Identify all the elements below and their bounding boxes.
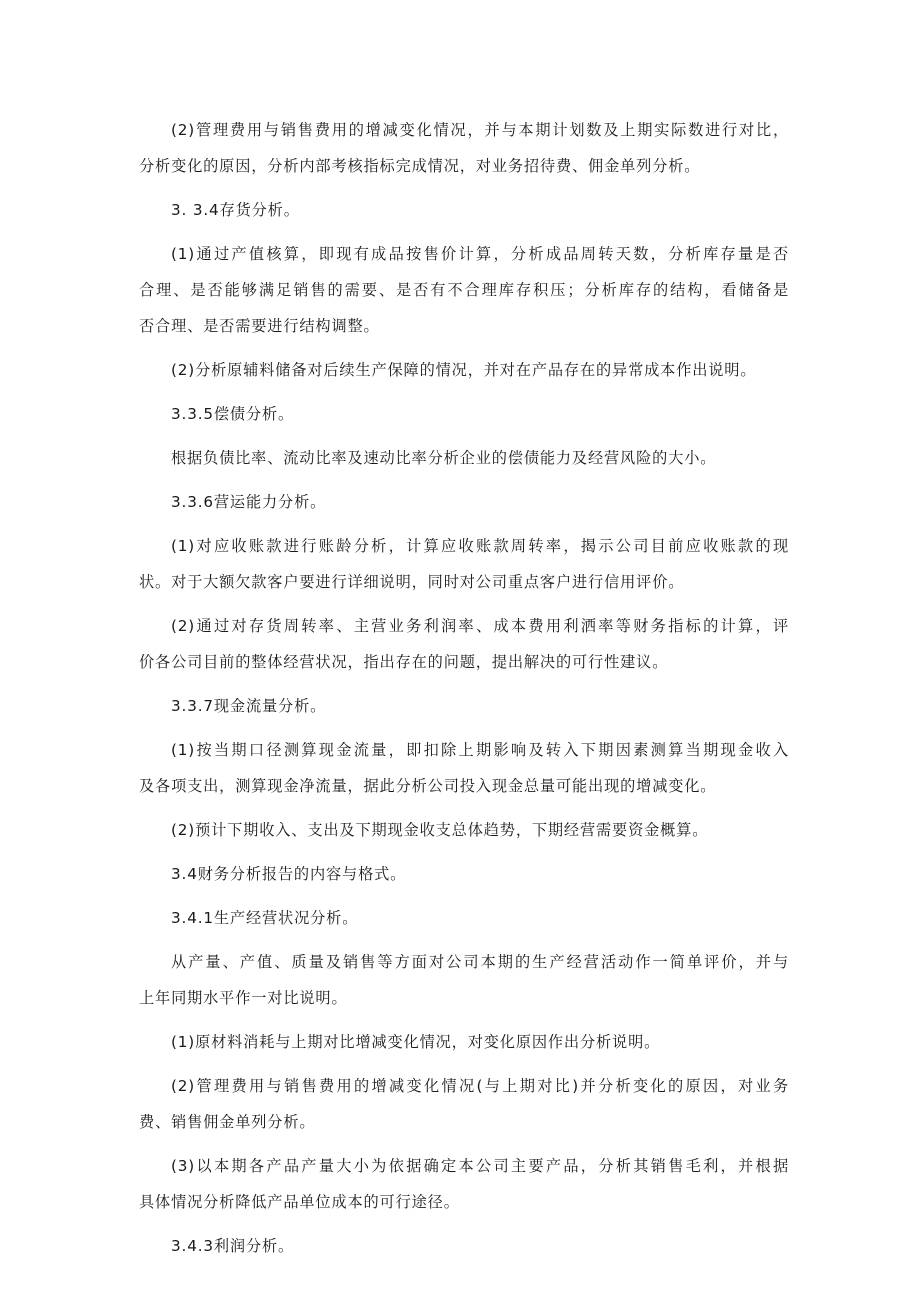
text-line: 状。对于大额欠款客户要进行详细说明，同时对公司重点客户进行信用评价。 [139, 573, 685, 591]
paragraph-expense-analysis [139, 1068, 789, 1140]
text-line: (1)通过产值核算，即现有成品按售价计算，分析成品周转天数，分析库存量是否 [171, 245, 789, 263]
heading-3-4 [139, 856, 789, 892]
text-line: (2)预计下期收入、支出及下期现金收支总体趋势，下期经营需要资金概算。 [171, 821, 709, 839]
heading-3-4-1 [139, 900, 789, 936]
text-line: (1)原材料消耗与上期对比增减变化情况，对变化原因作出分析说明。 [171, 1033, 661, 1051]
paragraph-materials [139, 1024, 789, 1060]
text-line: 从产量、产值、质量及销售等方面对公司本期的生产经营活动作一简单评价，并与 [171, 953, 789, 971]
text-line: 分析变化的原因，分析内部考核指标完成情况，对业务招待费、佣金单列分析。 [139, 157, 701, 175]
text-line: 上年同期水平作一对比说明。 [139, 989, 348, 1007]
paragraph-cashflow-1 [139, 732, 789, 804]
heading-3-3-4 [139, 192, 789, 228]
section-heading: 3.3.7现金流量分析。 [171, 697, 327, 715]
document-body [139, 112, 789, 1264]
paragraph-operations-2 [139, 608, 789, 680]
section-heading: 3.3.6营运能力分析。 [171, 493, 327, 511]
paragraph-cashflow-2 [139, 812, 789, 848]
text-line: 具体情况分析降低产品单位成本的可行途径。 [139, 1193, 460, 1211]
paragraph-inventory-1 [139, 236, 789, 344]
text-line: (3)以本期各产品产量大小为依据确定本公司主要产品，分析其销售毛利，并根据 [171, 1157, 789, 1175]
section-heading: 3.4.3利润分析。 [171, 1237, 295, 1255]
text-line: (2)管理费用与销售费用的增减变化情况，并与本期计划数及上期实际数进行对比， [171, 121, 789, 139]
paragraph-production [139, 944, 789, 1016]
section-heading: 3.4财务分析报告的内容与格式。 [171, 865, 407, 883]
text-line: (1)对应收账款进行账龄分析，计算应收账款周转率，揭示公司目前应收账款的现 [171, 537, 789, 555]
text-line: (1)按当期口径测算现金流量，即扣除上期影响及转入下期因素测算当期现金收入 [171, 741, 789, 759]
text-line: (2)分析原辅料储备对后续生产保障的情况，并对在产品存在的异常成本作出说明。 [171, 361, 757, 379]
paragraph-operations-1 [139, 528, 789, 600]
section-heading: 3.4.1生产经营状况分析。 [171, 909, 359, 927]
section-heading: 3. 3.4存货分析。 [171, 201, 300, 219]
section-heading: 3.3.5偿债分析。 [171, 405, 295, 423]
text-line: (2)通过对存货周转率、主营业务利润率、成本费用利洒率等财务指标的计算，评 [171, 617, 789, 635]
heading-3-3-6 [139, 484, 789, 520]
paragraph-products [139, 1148, 789, 1220]
heading-3-4-3 [139, 1228, 789, 1264]
text-line: 费、销售佣金单列分析。 [139, 1113, 316, 1131]
paragraph-solvency [139, 440, 789, 476]
text-line: 价各公司目前的整体经营状况，指出存在的问题，提出解决的可行性建议。 [139, 653, 669, 671]
heading-3-3-7 [139, 688, 789, 724]
text-line: 及各项支出，测算现金净流量，据此分析公司投入现金总量可能出现的增减变化。 [139, 777, 717, 795]
text-line: 合理、是否能够满足销售的需要、是否有不合理库存积压；分析库存的结构，看储备是 [139, 281, 789, 299]
paragraph-expense-comparison [139, 112, 789, 184]
text-line: 否合理、是否需要进行结构调整。 [139, 317, 380, 335]
heading-3-3-5 [139, 396, 789, 432]
paragraph-inventory-2 [139, 352, 789, 388]
text-line: (2)管理费用与销售费用的增减变化情况(与上期对比)并分析变化的原因，对业务 [171, 1077, 789, 1095]
text-line: 根据负债比率、流动比率及速动比率分析企业的偿债能力及经营风险的大小。 [171, 449, 717, 467]
